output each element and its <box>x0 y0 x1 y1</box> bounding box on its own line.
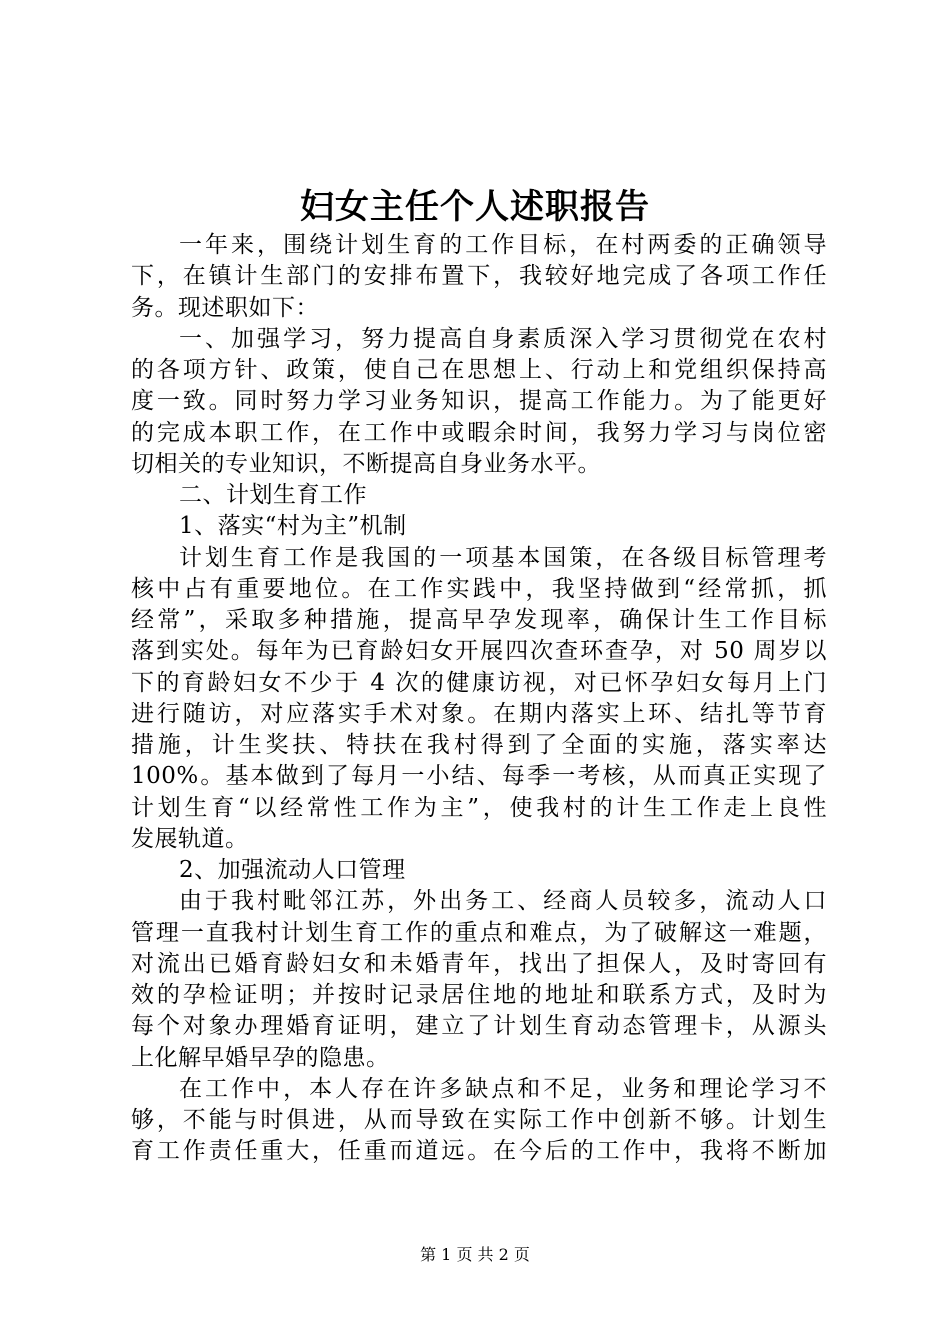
text-line: 发展轨道。 <box>131 825 249 852</box>
text-line: 育工作责任重大，任重而道远。在今后的工作中，我将不断加 <box>131 1138 827 1165</box>
text-line: 1、落实“村为主”机制 <box>179 513 407 540</box>
text-line: 度一致。同时努力学习业务知识，提高工作能力。为了能更好 <box>131 388 827 415</box>
text-line: 计划生育工作是我国的一项基本国策，在各级目标管理考 <box>179 544 827 571</box>
text-line: 计划生育“以经常性工作为主”，使我村的计生工作走上良性 <box>131 794 827 821</box>
text-line: 切相关的专业知识，不断提高自身业务水平。 <box>131 450 601 477</box>
document-body <box>131 230 827 1168</box>
text-line: 对流出已婚育龄妇女和未婚青年，找出了担保人，及时寄回有 <box>131 950 827 977</box>
text-line: 每个对象办理婚育证明，建立了计划生育动态管理卡，从源头 <box>131 1013 827 1040</box>
text-line: 2、加强流动人口管理 <box>179 857 406 883</box>
text-line: 的完成本职工作，在工作中或暇余时间，我努力学习与岗位密 <box>131 419 827 446</box>
text-line: 一、加强学习，努力提高自身素质深入学习贯彻党在农村 <box>179 325 827 352</box>
text-line: 措施，计生奖扶、特扶在我村得到了全面的实施，落实率达 <box>131 732 827 758</box>
text-line: 二、计划生育工作 <box>179 482 367 508</box>
text-line: 在工作中，本人存在许多缺点和不足，业务和理论学习不 <box>179 1075 827 1102</box>
text-line: 务。现述职如下： <box>131 294 319 321</box>
text-line: 核中占有重要地位。在工作实践中，我坚持做到“经常抓，抓 <box>131 575 827 602</box>
document-title: 妇女主任个人述职报告 <box>300 187 650 227</box>
text-line: 一年来，围绕计划生育的工作目标，在村两委的正确领导 <box>179 232 827 258</box>
text-line: 落到实处。每年为已育龄妇女开展四次查环查孕，对 50 周岁以 <box>131 638 827 665</box>
text-line: 进行随访，对应落实手术对象。在期内落实上环、结扎等节育 <box>131 700 827 727</box>
text-line: 上化解早婚早孕的隐患。 <box>131 1044 390 1071</box>
text-line: 下的育龄妇女不少于 4 次的健康访视，对已怀孕妇女每月上门 <box>131 669 827 696</box>
text-line: 由于我村毗邻江苏，外出务工、经商人员较多，流动人口 <box>179 888 827 915</box>
text-line: 的各项方针、政策，使自己在思想上、行动上和党组织保持高 <box>131 357 827 383</box>
page-footer: 第 1 页 共 2 页 <box>420 1245 530 1264</box>
text-line: 100%。基本做到了每月一小结、每季一考核，从而真正实现了 <box>131 763 827 790</box>
text-line: 效的孕检证明；并按时记录居住地的地址和联系方式，及时为 <box>131 982 827 1008</box>
text-line: 经常”，采取多种措施，提高早孕发现率，确保计生工作目标 <box>131 607 827 633</box>
text-line: 下，在镇计生部门的安排布置下，我较好地完成了各项工作任 <box>131 263 827 290</box>
text-line: 管理一直我村计划生育工作的重点和难点，为了破解这一难题， <box>131 919 827 946</box>
text-line: 够，不能与时俱进，从而导致在实际工作中创新不够。计划生 <box>131 1107 827 1133</box>
